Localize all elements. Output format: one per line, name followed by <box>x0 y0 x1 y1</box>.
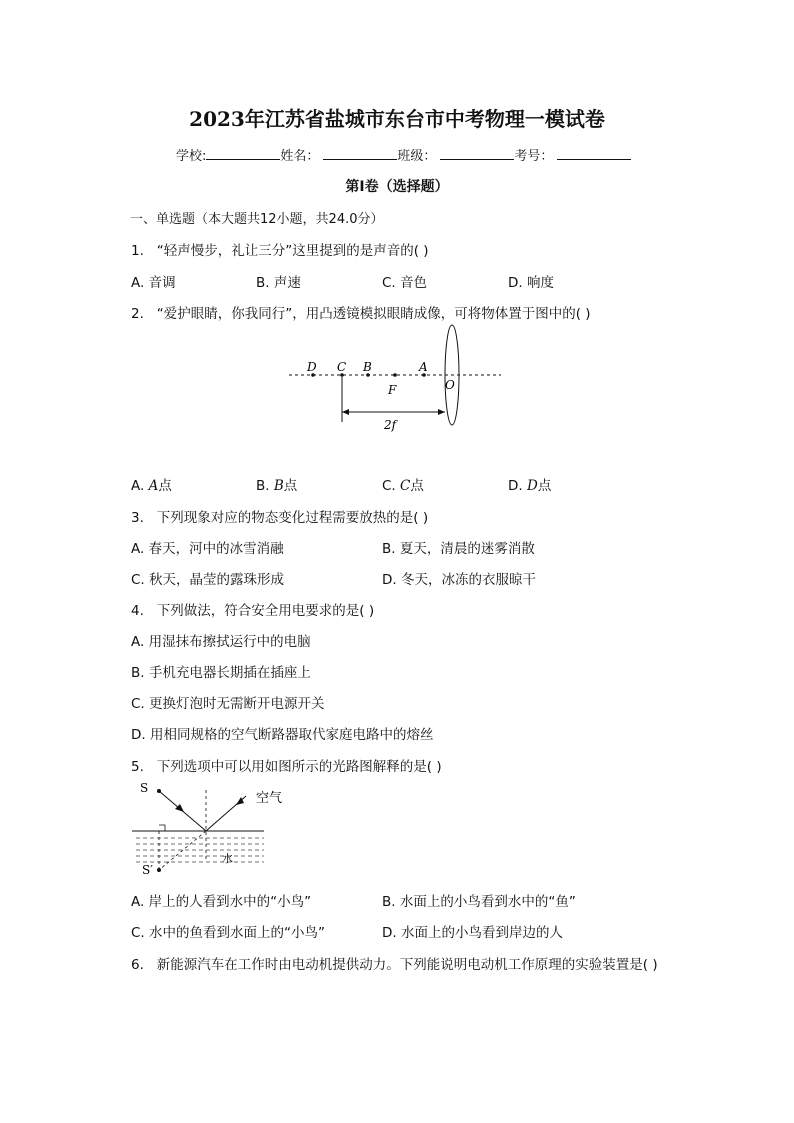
label-water: 水 <box>222 852 233 865</box>
label-s-prime: S′ <box>142 863 153 877</box>
q1-option-d: D. 响度 <box>508 275 554 291</box>
label-a: A <box>419 360 428 374</box>
label-b: B <box>363 360 372 374</box>
option-suffix: 点 <box>410 478 424 494</box>
option-point: C <box>400 478 411 494</box>
q3-option-a: A. 春天，河中的冰雪消融 <box>131 541 284 557</box>
option-letter: A. <box>131 478 145 494</box>
q1-option-a: A. 音调 <box>131 275 176 291</box>
q1-option-c: C. 音色 <box>382 275 428 291</box>
school-blank <box>206 145 280 160</box>
option-letter: D. <box>508 478 523 494</box>
lens-diagram <box>285 322 505 434</box>
label-c: C <box>337 360 347 374</box>
exam-no-blank <box>557 145 631 160</box>
q4-option-d: D. 用相同规格的空气断路器取代家庭电路中的熔丝 <box>131 727 434 743</box>
name-label: 姓名： <box>280 149 320 164</box>
q2-option-b <box>256 474 297 494</box>
option-suffix: 点 <box>158 478 172 494</box>
focus-dot <box>393 373 397 377</box>
class-label: 班级： <box>397 149 437 164</box>
q5-option-a: A. 岸上的人看到水中的“小鸟” <box>131 894 312 910</box>
q3-option-b: B. 夏天，清晨的迷雾消散 <box>382 541 535 557</box>
exam-no-label: 考号： <box>514 149 554 164</box>
q3-option-c: C. 秋天，晶莹的露珠形成 <box>131 572 285 588</box>
question-5 <box>131 755 442 775</box>
label-air: 空气 <box>256 791 283 806</box>
option-letter: B. <box>256 478 270 494</box>
q5-option-b: B. 水面上的小鸟看到水中的“鱼” <box>382 894 576 910</box>
question-2 <box>131 302 591 322</box>
class-blank <box>440 145 514 160</box>
q5-option-d: D. 水面上的小鸟看到岸边的人 <box>382 925 563 941</box>
question-1 <box>131 239 429 259</box>
q4-option-c: C. 更换灯泡时无需断开电源开关 <box>131 696 325 712</box>
q3-option-d: D. 冬天，冰冻的衣服晾干 <box>382 572 536 588</box>
question-number: 5. <box>131 759 144 775</box>
question-4 <box>131 599 374 619</box>
student-info-row <box>176 145 631 164</box>
dimension-arrow-right <box>438 409 445 415</box>
option-suffix: 点 <box>283 478 298 494</box>
option-point: A <box>148 478 159 494</box>
question-number: 3. <box>131 510 144 526</box>
label-2f: 2f <box>384 418 397 432</box>
q1-option-b: B. 声速 <box>256 275 301 291</box>
q4-option-a: A. 用湿抹布擦拭运行中的电脑 <box>131 634 311 650</box>
option-point: B <box>273 478 284 494</box>
label-d: D <box>307 360 317 374</box>
q4-option-b: B. 手机充电器长期插在插座上 <box>131 665 311 681</box>
exam-title: 2023年江苏省盐城市东台市中考物理一模试卷 <box>189 107 605 131</box>
virtual-ray <box>159 831 206 870</box>
question-text: 下列现象对应的物态变化过程需要放热的是( ) <box>156 510 429 526</box>
school-label: 学校: <box>176 149 207 164</box>
section-title: 一、单选题（本大题共12小题，共24.0分） <box>130 212 384 227</box>
question-number: 2. <box>131 306 144 322</box>
dimension-arrow-left <box>342 409 349 415</box>
option-suffix: 点 <box>537 478 552 494</box>
label-s: S <box>140 781 149 795</box>
question-text: 新能源汽车在工作时由电动机提供动力。下列能说明电动机工作原理的实验装置是( ) <box>156 957 658 973</box>
question-text: 下列做法，符合安全用电要求的是( ) <box>156 603 375 619</box>
image-dot <box>157 868 161 872</box>
question-text: 下列选项中可以用如图所示的光路图解释的是( ) <box>156 759 442 775</box>
name-blank <box>323 145 397 160</box>
question-6 <box>131 953 658 973</box>
question-number: 6. <box>131 957 144 973</box>
label-o: O <box>445 378 455 392</box>
light-path-diagram <box>128 776 298 880</box>
option-letter: C. <box>382 478 396 494</box>
q2-option-d <box>508 474 551 494</box>
q2-option-a <box>131 474 172 494</box>
question-3 <box>131 506 428 526</box>
label-f: F <box>388 383 397 397</box>
option-point: D <box>526 478 538 494</box>
question-number: 4. <box>131 603 144 619</box>
q2-option-c <box>382 474 424 494</box>
question-text: “轻声慢步，礼让三分”这里提到的是声音的( ) <box>156 243 429 259</box>
right-angle-mark <box>159 825 165 831</box>
q5-option-c: C. 水中的鱼看到水面上的“小鸟” <box>131 925 325 941</box>
question-number: 1. <box>131 243 144 259</box>
part-title: 第Ⅰ卷（选择题） <box>345 179 449 195</box>
question-text: “爱护眼睛，你我同行”，用凸透镜模拟眼睛成像，可将物体置于图中的( ) <box>156 306 591 322</box>
